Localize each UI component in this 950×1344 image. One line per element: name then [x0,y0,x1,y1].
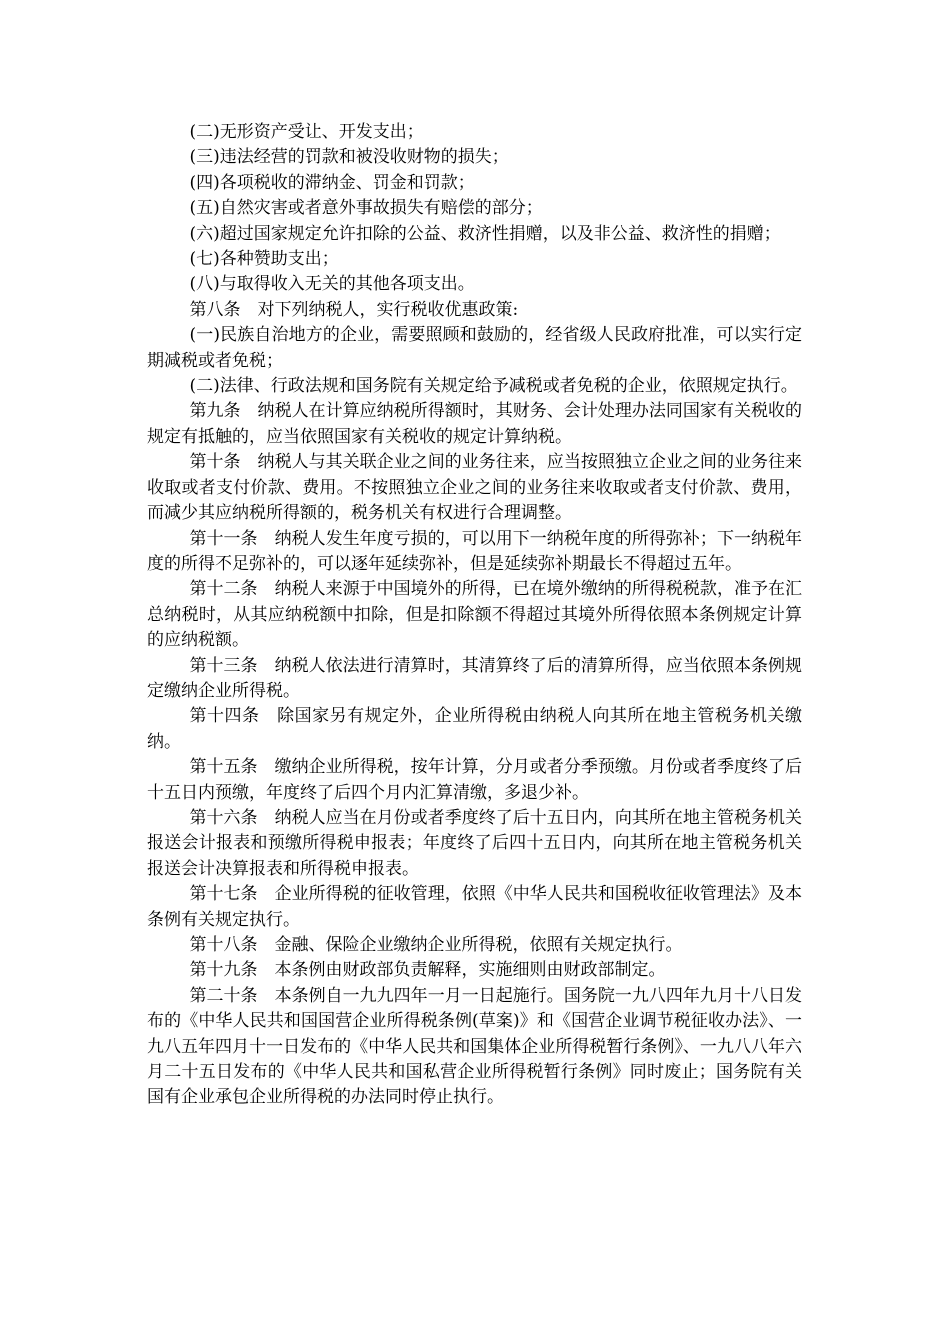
paragraph: (二)无形资产受让、开发支出； [189,122,424,142]
article-16: 第十六条 纳税人应当在月份或者季度终了后十五日内，向其所在地主管税务机关报送会计报表和预缴所得税申报表；年度终了后四十五日内，向其所在地主管税务机关报送会计决算报表和所得税申报表。 [147,807,802,879]
article-14: 第十四条 除国家另有规定外，企业所得税由纳税人向其所在地主管税务机关缴纳。 [147,706,802,752]
article-12: 第十二条 纳税人来源于中国境外的所得，已在境外缴纳的所得税税款，准予在汇总纳税时，从其应纳税额中扣除，但是扣除额不得超过其境外所得依照本条例规定计算的应纳税额。 [147,579,802,651]
article-11: 第十一条 纳税人发生年度亏损的，可以用下一纳税年度的所得弥补；下一纳税年度的所得不足弥补的，可以逐年延续弥补，但是延续弥补期最长不得超过五年。 [147,528,802,574]
paragraph: (一)民族自治地方的企业，需要照顾和鼓励的，经省级人民政府批准，可以实行定期减税或者免税； [147,325,802,371]
article-17: 第十七条 企业所得税的征收管理，依照《中华人民共和国税收征收管理法》及本条例有关规定执行。 [147,884,802,930]
paragraph: (五)自然灾害或者意外事故损失有赔偿的部分； [189,198,543,219]
article-8: 第八条 对下列纳税人，实行税收优惠政策: [189,299,519,320]
paragraph: (八)与取得收入无关的其他各项支出。 [189,274,475,295]
paragraph: (四)各项税收的滞纳金、罚金和罚款； [189,172,475,193]
paragraph: (七)各种赞助支出； [189,249,339,270]
article-18: 第十八条 金融、保险企业缴纳企业所得税，依照有关规定执行。 [189,935,683,955]
article-10: 第十条 纳税人与其关联企业之间的业务往来，应当按照独立企业之间的业务往来收取或者支付价款、费用。不按照独立企业之间的业务往来收取或者支付价款、费用，而减少其应纳税所得额的，税务机关有权进行合理调整。 [147,452,802,524]
paragraph: (二)法律、行政法规和国务院有关规定给予减税或者免税的企业，依照规定执行。 [189,376,798,397]
paragraph: (六)超过国家规定允许扣除的公益、救济性捐赠，以及非公益、救济性的捐赠； [189,223,781,244]
paragraph: (三)违法经营的罚款和被没收财物的损失； [189,147,509,168]
article-20: 第二十条 本条例自一九九四年一月一日起施行。国务院一九八四年九月十八日发布的《中华人民共和国国营企业所得税条例(草案)》和《国营企业调节税征收办法》、一九八五年四月十一日发布的《中华人民共和国集体企业所得税暂行条例》、一九八八年六月二十五日发布的《中华人民共和国私营企业所得税暂行条例》同时废止；国务院有关国有企业承包企业所得税的办法同时停止执行。 [147,985,802,1108]
article-15: 第十五条 缴纳企业所得税，按年计算，分月或者分季预缴。月份或者季度终了后十五日内预缴，年度终了后四个月内汇算清缴，多退少补。 [147,757,802,803]
document-body [147,120,802,1111]
article-13: 第十三条 纳税人依法进行清算时，其清算终了后的清算所得，应当依照本条例规定缴纳企业所得税。 [147,655,802,701]
article-9: 第九条 纳税人在计算应纳税所得额时，其财务、会计处理办法同国家有关税收的规定有抵触的，应当依照国家有关税收的规定计算纳税。 [147,401,802,447]
article-19: 第十九条 本条例由财政部负责解释，实施细则由财政部制定。 [189,960,666,981]
